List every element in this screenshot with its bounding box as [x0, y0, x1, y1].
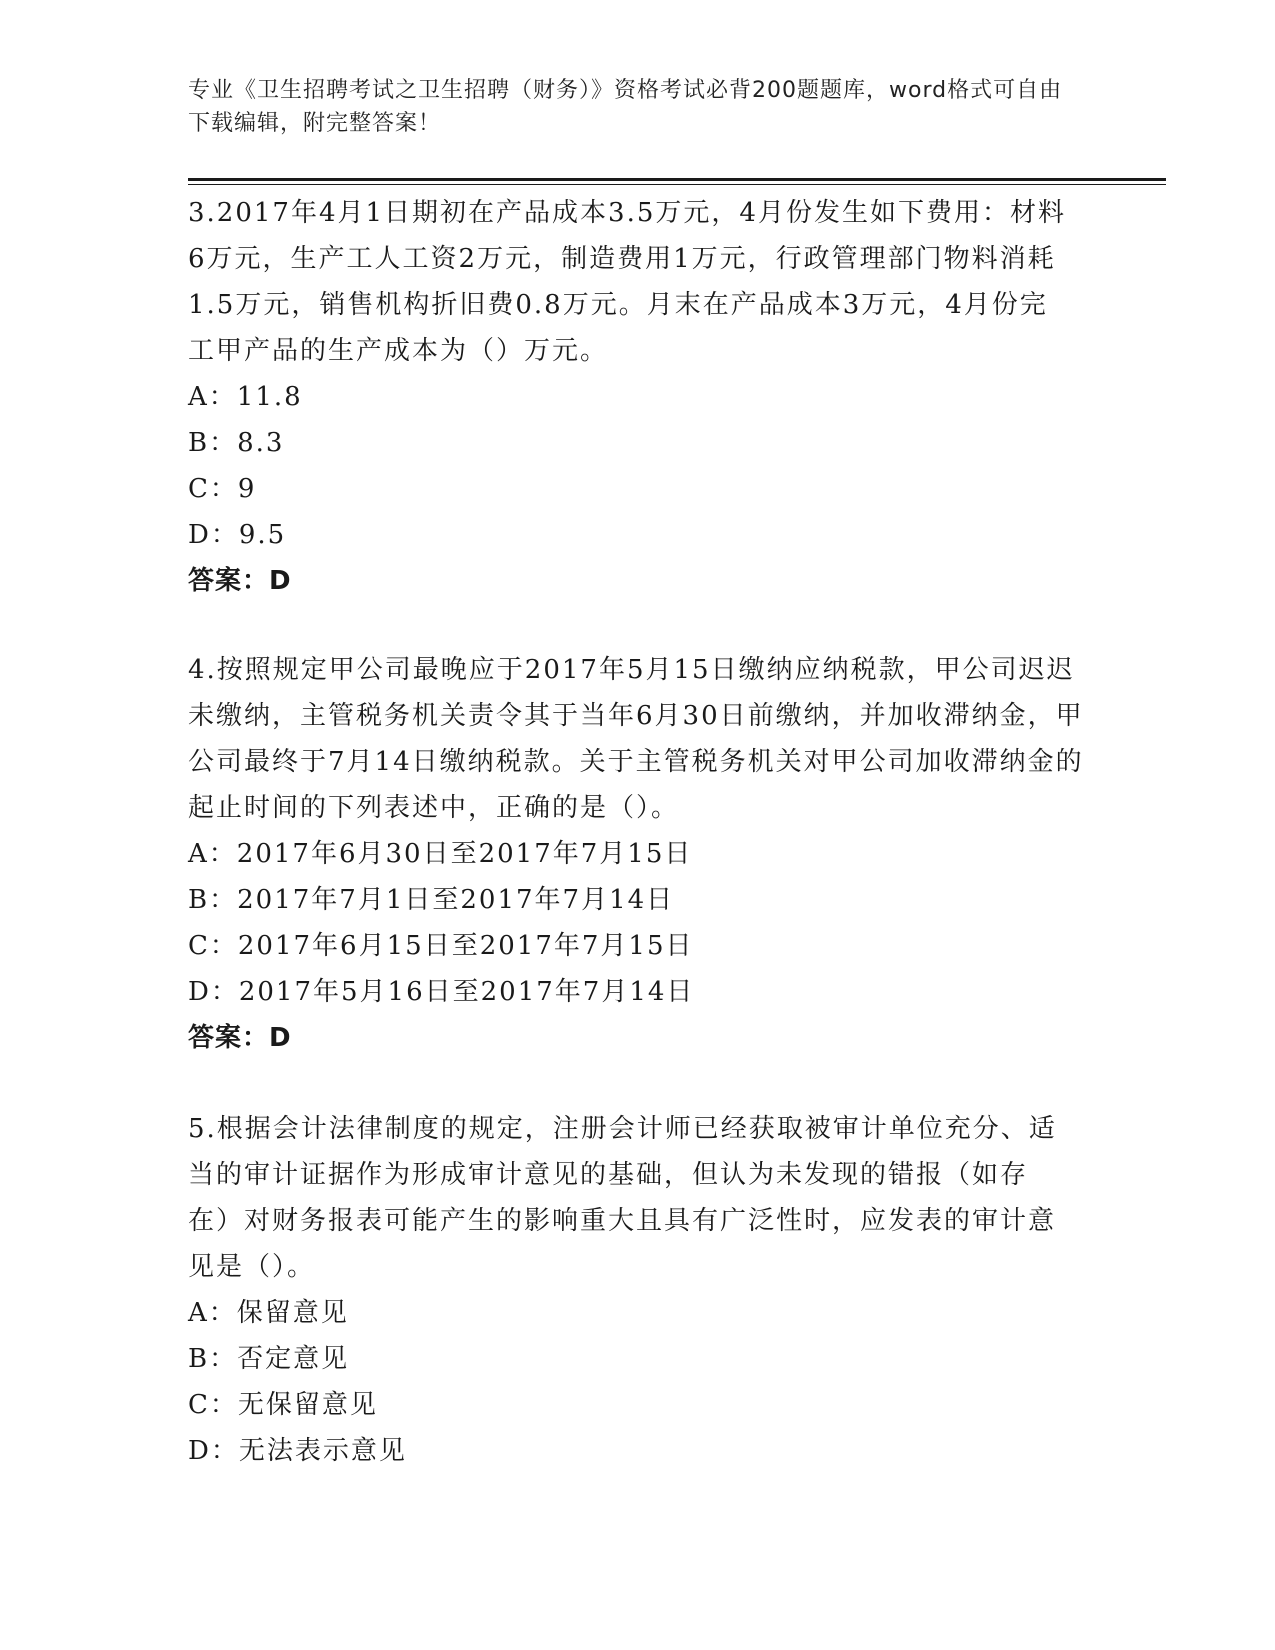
answer: 答案：D: [188, 1023, 292, 1053]
option-c: C：无保留意见: [188, 1390, 378, 1420]
document-header: 专业《卫生招聘考试之卫生招聘（财务）》资格考试必背200题题库，word格式可自由下载编辑，附完整答案！: [188, 78, 1063, 136]
option-d: D：无法表示意见: [188, 1436, 407, 1466]
option-b: B：8.3: [188, 428, 285, 458]
question-stem: 3.2017年4月1日期初在产品成本3.5万元，4月份发生如下费用：材料6万元，生产工人工资2万元，制造费用1万元，行政管理部门物料消耗1.5万元，销售机构折旧费0.8万元。月末在产品成本3万元，4月份完工甲产品的生产成本为（）万元。: [188, 198, 1066, 366]
option-a: A：2017年6月30日至2017年7月15日: [188, 839, 693, 869]
question-4: [188, 647, 1088, 1061]
option-b: B：否定意见: [188, 1344, 350, 1374]
question-3: [188, 190, 1068, 604]
header-rule-thick: [188, 178, 1166, 181]
question-5: [188, 1106, 1068, 1474]
option-d: D：2017年5月16日至2017年7月14日: [188, 977, 695, 1007]
option-b: B：2017年7月1日至2017年7月14日: [188, 885, 675, 915]
option-c: C：9: [188, 474, 257, 504]
option-a: A：11.8: [188, 382, 303, 412]
question-stem: 4.按照规定甲公司最晚应于2017年5月15日缴纳应纳税款，甲公司迟迟未缴纳，主管税务机关责令其于当年6月30日前缴纳，并加收滞纳金，甲公司最终于7月14日缴纳税款。关于主管税务机关对甲公司加收滞纳金的起止时间的下列表述中，正确的是（）。: [188, 655, 1084, 823]
answer: 答案：D: [188, 566, 292, 596]
header-rule-thin: [188, 184, 1166, 185]
option-a: A：保留意见: [188, 1298, 349, 1328]
option-c: C：2017年6月15日至2017年7月15日: [188, 931, 694, 961]
question-stem: 5.根据会计法律制度的规定，注册会计师已经获取被审计单位充分、适当的审计证据作为形成审计意见的基础，但认为未发现的错报（如存在）对财务报表可能产生的影响重大且具有广泛性时，应发表的审计意见是（）。: [188, 1114, 1057, 1282]
option-d: D：9.5: [188, 520, 287, 550]
